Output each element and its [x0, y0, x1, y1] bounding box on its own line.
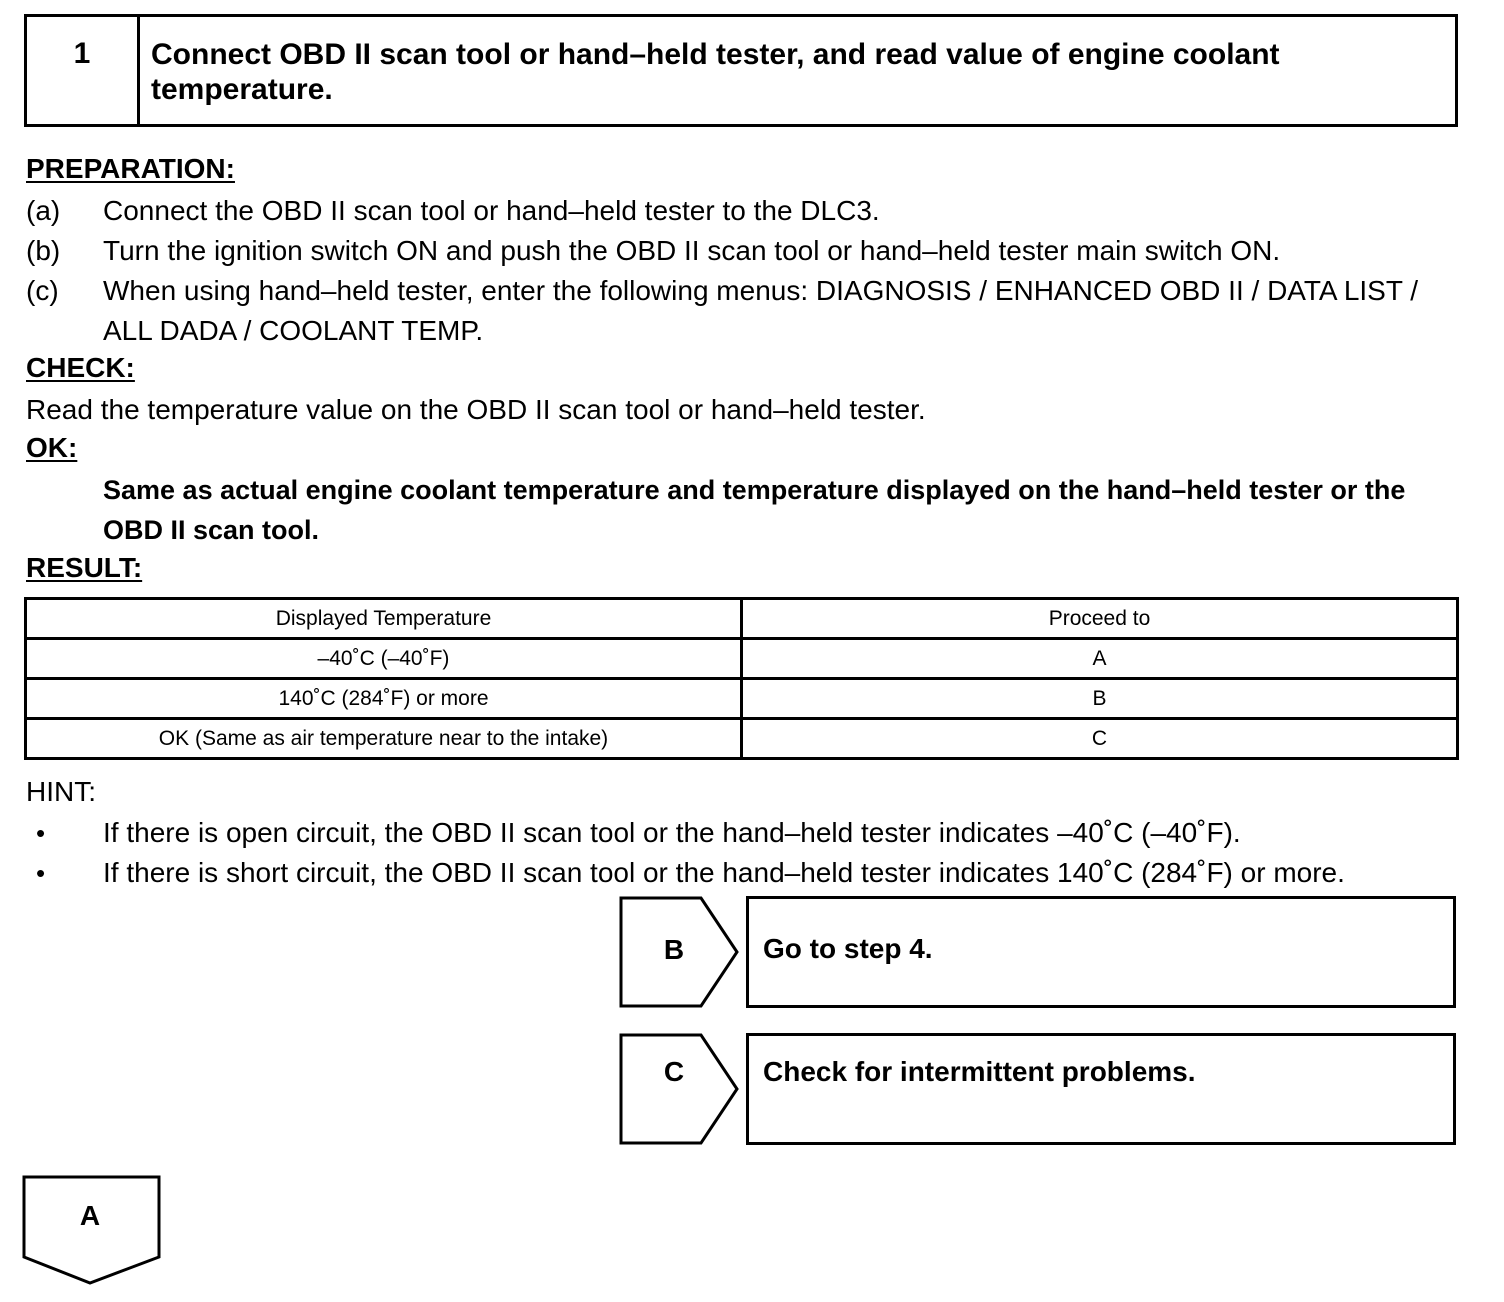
step-header — [24, 14, 1458, 127]
preparation-heading: PREPARATION: — [26, 153, 235, 184]
preparation-item-label: (c) — [26, 275, 59, 306]
outcome-code: C — [663, 1056, 685, 1087]
bullet-icon: • — [36, 818, 46, 848]
table-cell: A — [742, 639, 1458, 679]
hint-item: If there is open circuit, the OBD II scan tool or the hand–held tester indicates –40˚C (–40˚F). — [103, 817, 1241, 848]
table-row — [26, 719, 1458, 759]
check-text: Read the temperature value on the OBD II scan tool or hand–held tester. — [26, 394, 926, 425]
hint-heading: HINT: — [26, 776, 96, 807]
table-cell: B — [742, 679, 1458, 719]
table-row — [26, 679, 1458, 719]
table-cell: C — [742, 719, 1458, 759]
table-cell: 140˚C (284˚F) or more — [26, 679, 742, 719]
outcome-action-box — [746, 896, 1456, 1008]
table-header-row — [26, 599, 1458, 639]
result-heading: RESULT: — [26, 552, 143, 583]
ok-criteria-text: Same as actual engine coolant temperature and temperature displayed on the hand–held tester or the OBD II scan tool. — [103, 475, 1406, 545]
column-header-proceed-to: Proceed to — [742, 599, 1458, 639]
preparation-item-text: Turn the ignition switch ON and push the OBD II scan tool or hand–held tester main switch ON. — [103, 235, 1281, 266]
preparation-item-label: (b) — [26, 235, 61, 266]
result-table — [24, 597, 1459, 760]
ok-heading: OK: — [26, 432, 78, 463]
continue-code: A — [79, 1200, 101, 1231]
outcome-action-box — [746, 1033, 1456, 1145]
outcome-action-text: Go to step 4. — [763, 933, 933, 964]
table-row — [26, 639, 1458, 679]
outcome-code: B — [663, 934, 685, 965]
preparation-item-text: Connect the OBD II scan tool or hand–held tester to the DLC3. — [103, 195, 880, 226]
table-cell: OK (Same as air temperature near to the intake) — [26, 719, 742, 759]
hint-item: If there is short circuit, the OBD II scan tool or the hand–held tester indicates 140˚C (284˚F) or more. — [103, 857, 1345, 888]
preparation-item-label: (a) — [26, 195, 61, 226]
table-cell: –40˚C (–40˚F) — [26, 639, 742, 679]
outcome-action-text: Check for intermittent problems. — [763, 1056, 1196, 1087]
step-number: 1 — [73, 37, 91, 70]
bullet-icon: • — [36, 858, 46, 888]
check-heading: CHECK: — [26, 352, 135, 383]
step-title: Connect OBD II scan tool or hand–held tester, and read value of engine coolant temperature. — [151, 38, 1280, 106]
preparation-item-text: When using hand–held tester, enter the following menus: DIAGNOSIS / ENHANCED OBD II / DATA LIST / ALL DADA / COOLANT TEMP. — [103, 275, 1419, 346]
outcome-code-arrow-icon — [619, 1033, 743, 1145]
column-header-displayed-temperature: Displayed Temperature — [26, 599, 742, 639]
